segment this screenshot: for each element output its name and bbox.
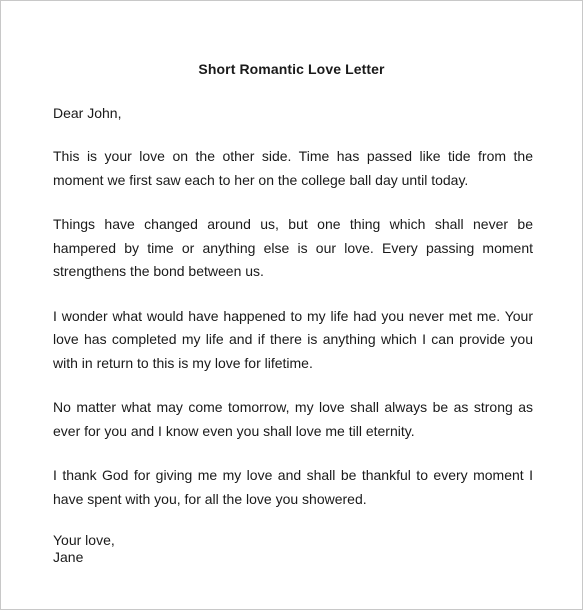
paragraph-4: No matter what may come tomorrow, my love shall always be as strong as ever for you and I know even you shall love me till eternity. bbox=[53, 399, 533, 439]
paragraph-5: I thank God for giving me my love and shall be thankful to every moment I have spent with you, for all the love you showered. bbox=[53, 467, 533, 507]
closing-block bbox=[53, 532, 533, 566]
salutation: Dear John, bbox=[53, 105, 122, 121]
signature: Jane bbox=[53, 549, 84, 565]
paragraph-2: Things have changed around us, but one thing which shall never be hampered by time or anything else is our love. Every passing moment strengthens the bond between us. bbox=[53, 216, 533, 279]
letter-body bbox=[53, 103, 533, 566]
closing-line: Your love, bbox=[53, 532, 115, 548]
paragraph-1: This is your love on the other side. Time has passed like tide from the moment we first saw each to her on the college ball day until today. bbox=[53, 148, 533, 188]
letter-title: Short Romantic Love Letter bbox=[198, 61, 385, 77]
paragraph-3: I wonder what would have happened to my life had you never met me. Your love has completed my life and if there is anything which I can provide you with in return to this is my love for lifetime. bbox=[53, 307, 533, 371]
